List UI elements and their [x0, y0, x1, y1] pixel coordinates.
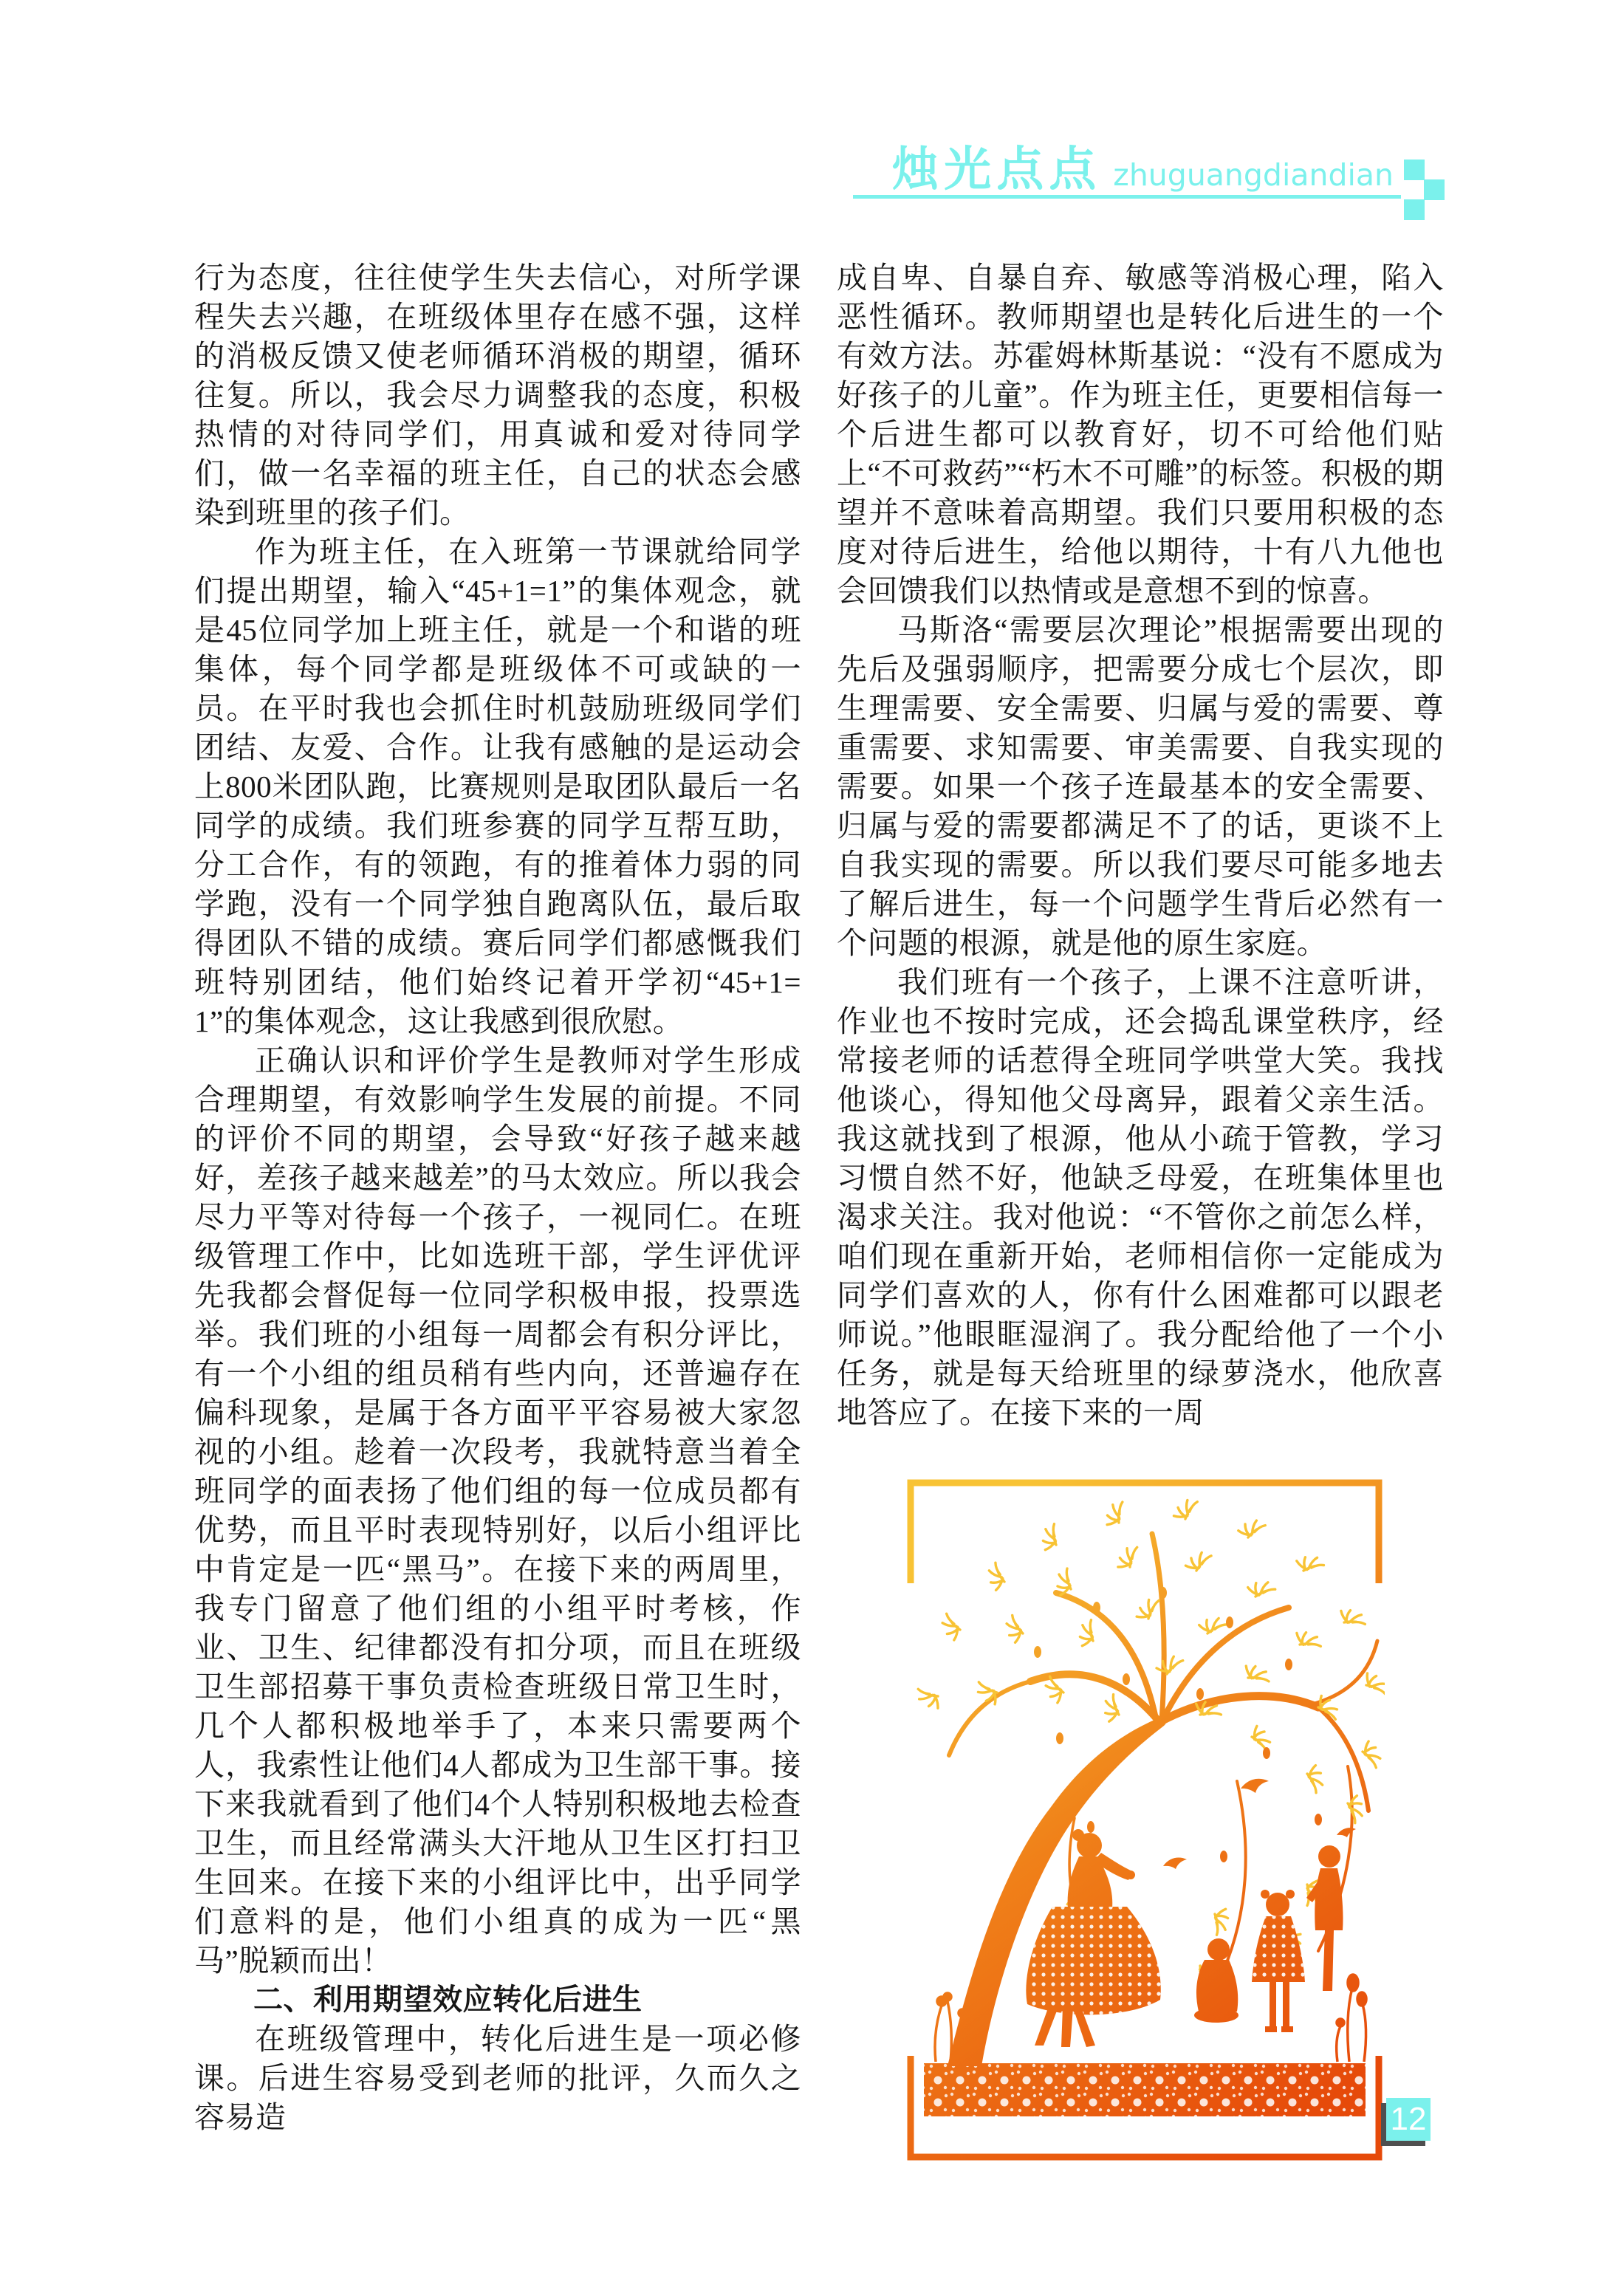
subsection-heading: 二、利用期望效应转化后进生 [253, 1983, 643, 2016]
paragraph: 我们班有一个孩子，上课不注意听讲，作业也不按时完成，还会捣乱课堂秩序，经常接老师的话惹得全班同学哄堂大笑。我找他谈心，得知他父母离异，跟着父亲生活。我这就找到了根源，他从小疏于管教，学习习惯自然不好，他缺乏母爱，在班集体里也渴求关注。我对他说：“不管你之前怎么样，咱们现在重新开始，老师相信你一定能成为同学们喜欢的人，你有什么困难都可以跟老师说。”他眼眶湿润了。我分配给他了一个小任务，就是每天给班里的绿萝浇水，他欣喜地答应了。在接下来的一周 [837, 965, 1444, 1430]
papercut-illustration [905, 1471, 1385, 2169]
paragraph: 成自卑、自暴自弃、敏感等消极心理，陷入恶性循环。教师期望也是转化后进生的一个有效方法。苏霍姆林斯基说：“没有不愿成为好孩子的儿童”。作为班主任，更要相信每一个后进生都可以教育好，切不可给他们贴上“不可救药”“朽木不可雕”的标签。积极的期望并不意味着高期望。我们只要用积极的态度对待后进生，给他以期待，十有八九他也会回馈我们以热情或是意想不到的惊喜。 [837, 261, 1444, 608]
paragraph: 行为态度，往往使学生失去信心，对所学课程失去兴趣，在班级体里存在感不强，这样的消极反馈又使老师循环消极的期望，循环往复。所以，我会尽力调整我的态度，积极热情的对待同学们，用真诚和爱对待同学们，做一名幸福的班主任，自己的状态会感染到班里的孩子们。 [194, 261, 801, 529]
article-right-column [837, 258, 1444, 1433]
paragraph: 在班级管理中，转化后进生是一项必修课。后进生容易受到老师的批评，久而久之容易造 [194, 2022, 801, 2134]
section-header [853, 143, 1401, 199]
tree-canopy [914, 1495, 1385, 1989]
flowers-right [1337, 1975, 1366, 2062]
standing-child-figure [1306, 1845, 1343, 1991]
article-left-column [194, 258, 801, 2137]
tree-trunk [948, 1717, 1166, 2066]
section-title: 烛光点点 [891, 143, 1102, 197]
tree-fruits [1034, 1587, 1322, 1862]
section-title-pinyin: zhuguangdiandian [1113, 157, 1394, 193]
girl-figure [1252, 1890, 1305, 2032]
page-number-badge: 12 [1386, 2098, 1431, 2141]
paragraph: 正确认识和评价学生是教师对学生形成合理期望，有效影响学生发展的前提。不同的评价不同的期望，会导致“好孩子越来越好，差孩子越来越差”的马太效应。所以我会尽力平等对待每一个孩子，一视同仁。在班级管理工作中，比如选班干部，学生评优评先我都会督促每一位同学积极申报，投票选举。我们班的小组每一周都会有积分评比，有一个小组的组员稍有些内向，还普遍存在偏科现象，是属于各方面平平容易被大家忽视的小组。趁着一次段考，我就特意当着全班同学的面表扬了他们组的每一位成员都有优势，而且平时表现特别好，以后小组评比中肯定是一匹“黑马”。在接下来的两周里，我专门留意了他们组的小组平时考核，作业、卫生、纪律都没有扣分项，而且在班级卫生部招募干事负责检查班级日常卫生时，几个人都积极地举手了，本来只需要两个人，我索性让他们4人都成为卫生部干事。接下来我就看到了他们4个人特别积极地去检查卫生，而且经常满头大汗地从卫生区打扫卫生回来。在接下来的小组评比中，出乎同学们意料的是，他们小组真的成为一匹“黑马”脱颖而出！ [194, 1043, 801, 1978]
paragraph: 马斯洛“需要层次理论”根据需要出现的先后及强弱顺序，把需要分成七个层次，即生理需要、安全需要、归属与爱的需要、尊重需要、求知需要、审美需要、自我实现的需要。如果一个孩子连最基本的安全需要、归属与爱的需要都满足不了的话，更谈不上自我实现的需要。所以我们要尽可能多地去了解后进生，每一个问题学生背后必然有一个问题的根源，就是他的原生家庭。 [837, 613, 1444, 960]
paragraph: 作为班主任，在入班第一节课就给同学们提出期望，输入“45+1=1”的集体观念，就是45位同学加上班主任，就是一个和谐的班集体，每个同学都是班级体不可或缺的一员。在平时我也会抓住时机鼓励班级同学们团结、友爱、合作。让我有感触的是运动会上800米团队跑，比赛规则是取团队最后一名同学的成绩。我们班参赛的同学互帮互助，分工合作，有的领跑，有的推着体力弱的同学跑，没有一个同学独自跑离队伍，最后取得团队不错的成绩。赛后同学们都感慨我们班特别团结，他们始终记着开学初“45+1=1”的集体观念，这让我感到很欣慰。 [194, 535, 801, 1038]
header-pixel-squares-icon [1404, 160, 1448, 223]
